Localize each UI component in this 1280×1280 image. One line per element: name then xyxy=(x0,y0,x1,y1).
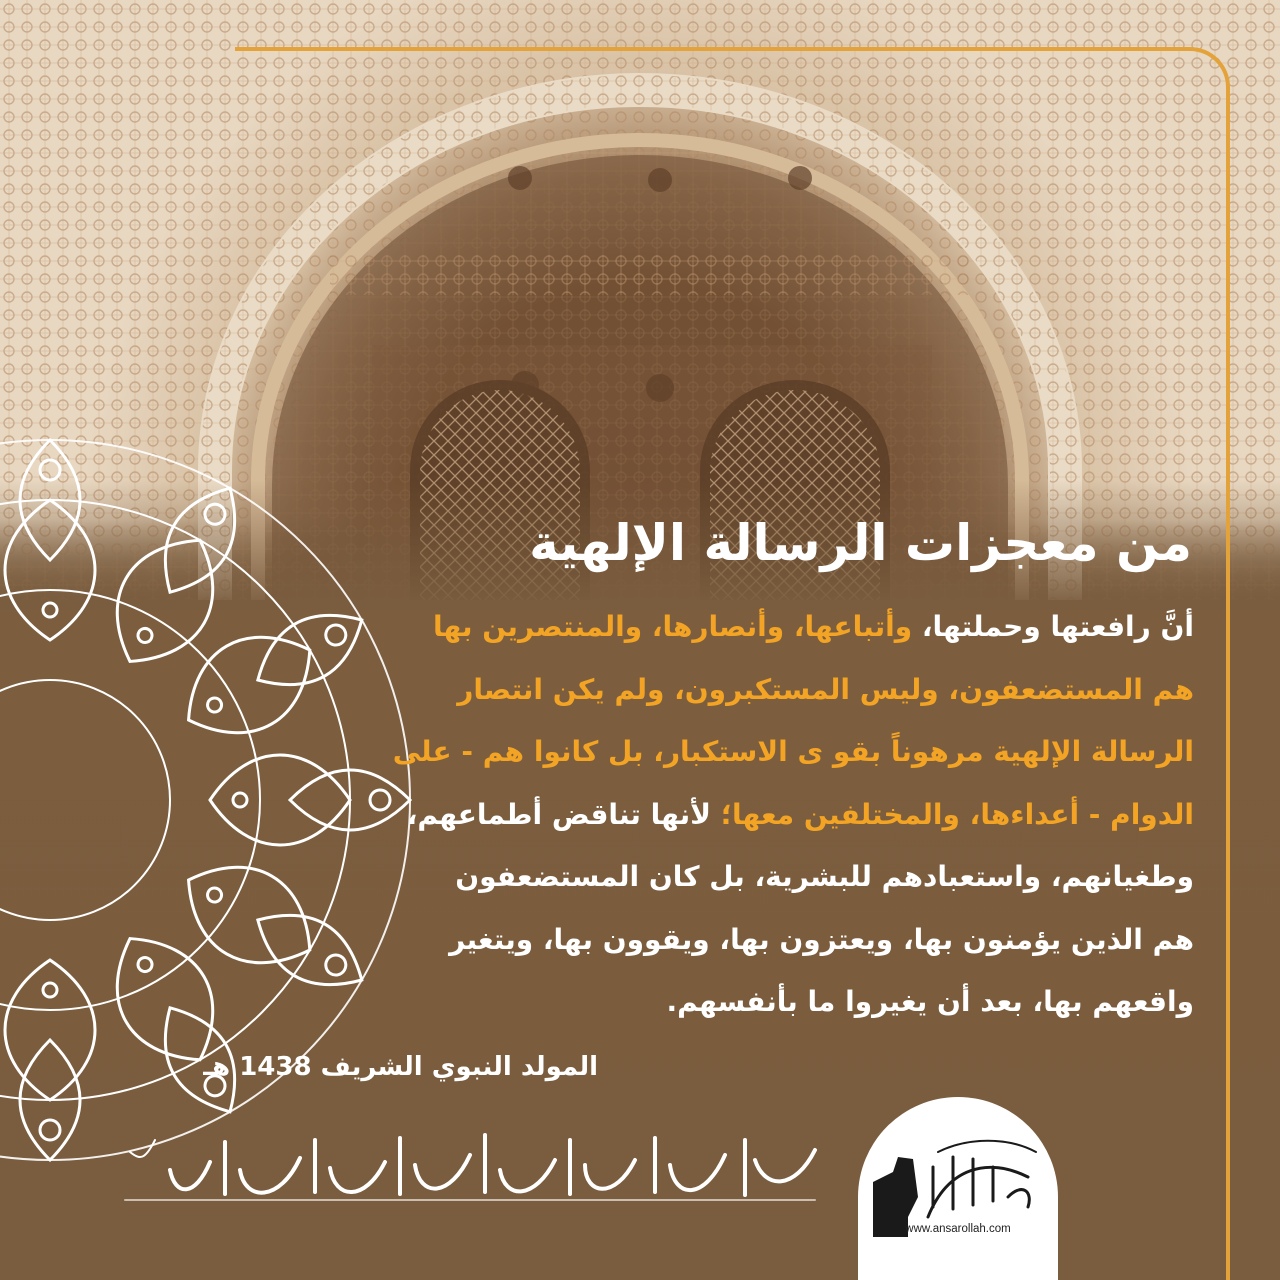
plain-text: أنَّ رافعتها وحملتها، xyxy=(912,610,1194,643)
ansarollah-logo-icon xyxy=(858,1097,1058,1237)
quote-line xyxy=(262,784,1194,847)
quote-line xyxy=(262,721,1194,784)
plain-text: لأنها تناقض أطماعهم، xyxy=(406,797,711,831)
quote-line xyxy=(262,659,1194,722)
plain-text: وطغيانهم، واستعبادهم للبشرية، بل كان المستضعفون xyxy=(455,860,1194,893)
highlight-text: هم المستضعفون، وليس المستكبرون، ولم يكن انتصار xyxy=(457,672,1194,706)
highlight-text: الدوام - أعداءها، والمختلفين معها؛ xyxy=(711,797,1194,831)
calligraphy-signature xyxy=(115,1120,830,1210)
quote-line xyxy=(262,909,1194,972)
quote-line xyxy=(262,596,1194,659)
ansarollah-logo-badge xyxy=(858,1097,1058,1280)
highlight-text: وأتباعها، وأنصارها، والمنتصرين بها xyxy=(432,610,913,643)
quote-body xyxy=(262,596,1194,1034)
plain-text: واقعهم بها، بعد أن يغيروا ما بأنفسهم. xyxy=(666,985,1194,1018)
quote-line xyxy=(262,846,1194,909)
plain-text: هم الذين يؤمنون بها، ويعتزون بها، ويقوون بها، ويتغير xyxy=(449,922,1194,956)
highlight-text: الرسالة الإلهية مرهوناً بقو ى الاستكبار، بل كانوا هم - على xyxy=(392,735,1194,768)
quote-line xyxy=(262,971,1194,1034)
post-title: من معجزات الرسالة الإلهية xyxy=(529,514,1192,572)
website-url: www.ansarollah.com xyxy=(905,1223,1011,1235)
date-caption: المولد النبوي الشريف 1438 هـ xyxy=(203,1052,598,1082)
